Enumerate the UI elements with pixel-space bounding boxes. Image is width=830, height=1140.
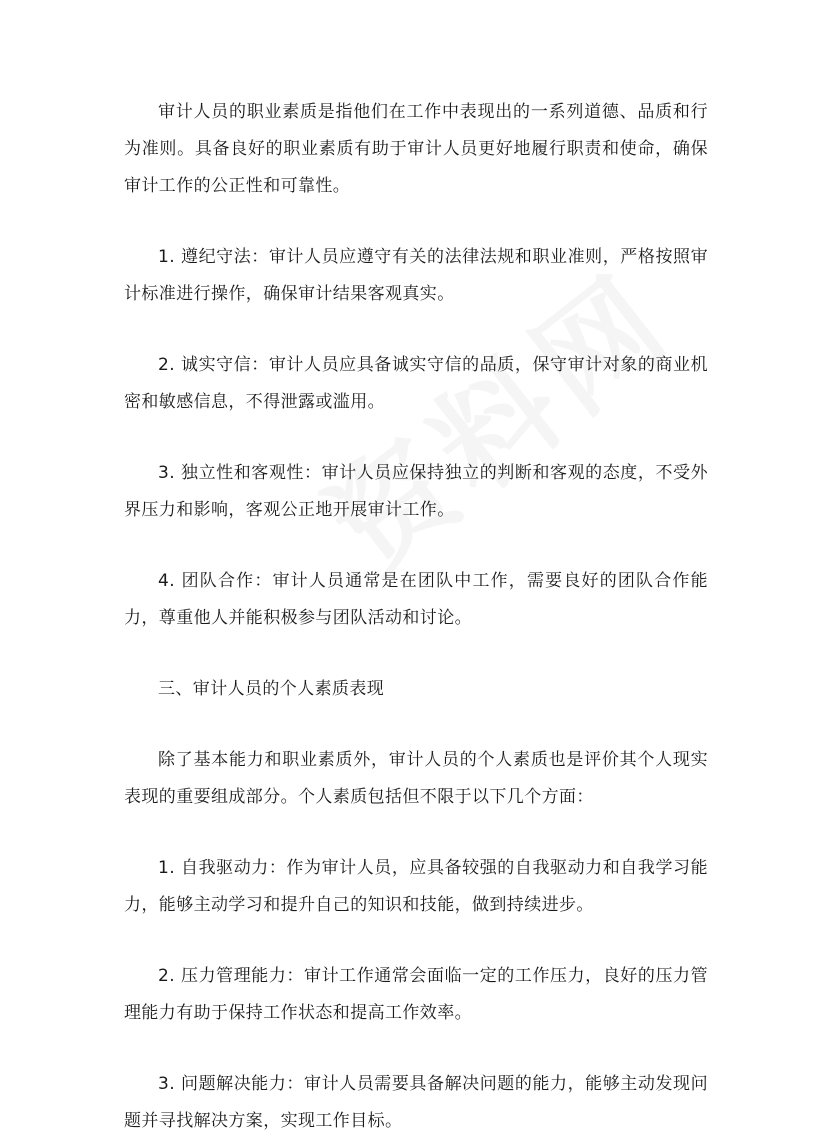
section-heading-personal-qualities: 三、审计人员的个人素质表现 [158,679,385,699]
list-item-teamwork: 4. 团队合作：审计人员通常是在团队中工作，需要良好的团队合作能力，尊重他人并能积极参与团队活动和讨论。 [124,571,708,628]
section-intro-paragraph: 除了基本能力和职业素质外，审计人员的个人素质也是评价其个人现实表现的重要组成部分。个人素质包括但不限于以下几个方面： [124,750,708,807]
list-item-self-drive: 1. 自我驱动力：作为审计人员，应具备较强的自我驱动力和自我学习能力，能够主动学习和提升自己的知识和技能，做到持续进步。 [124,858,708,915]
list-item-independence: 3. 独立性和客观性：审计人员应保持独立的判断和客观的态度，不受外界压力和影响，客观公正地开展审计工作。 [124,463,708,520]
list-item-problem-solving: 3. 问题解决能力：审计人员需要具备解决问题的能力，能够主动发现问题并寻找解决方案，实现工作目标。 [124,1074,708,1131]
list-item-law-compliance: 1. 遵纪守法：审计人员应遵守有关的法律法规和职业准则，严格按照审计标准进行操作，确保审计结果客观真实。 [124,247,708,304]
list-item-honesty: 2. 诚实守信：审计人员应具备诚实守信的品质，保守审计对象的商业机密和敏感信息，不得泄露或滥用。 [124,355,708,412]
intro-paragraph: 审计人员的职业素质是指他们在工作中表现出的一系列道德、品质和行为准则。具备良好的职业素质有助于审计人员更好地履行职责和使命，确保审计工作的公正性和可靠性。 [124,102,708,196]
document-body [124,94,708,1140]
list-item-stress-management: 2. 压力管理能力：审计工作通常会面临一定的工作压力，良好的压力管理能力有助于保持工作状态和提高工作效率。 [124,966,708,1023]
